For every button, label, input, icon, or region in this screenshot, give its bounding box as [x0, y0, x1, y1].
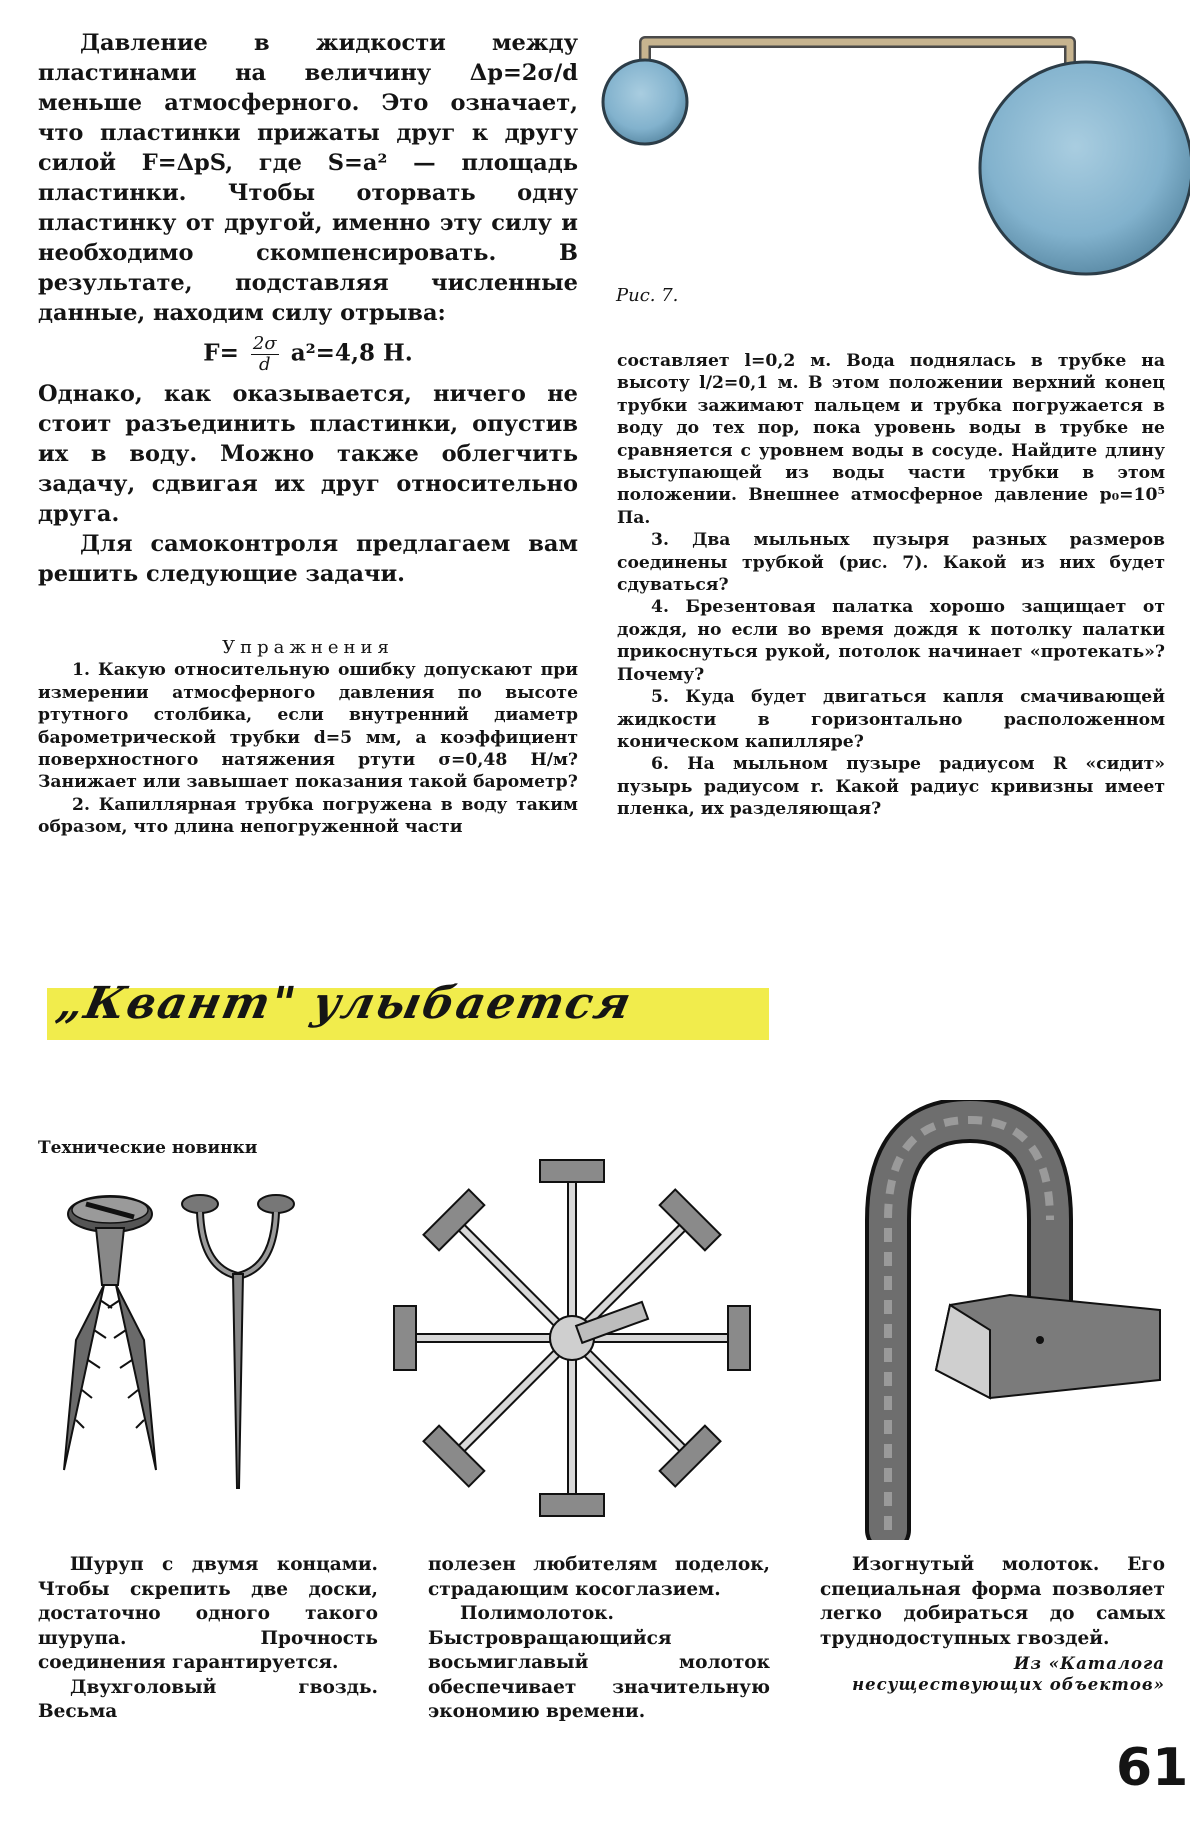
catalog-line-2: несуществующих объектов» [852, 1675, 1165, 1694]
exercises-right [617, 350, 1165, 821]
formula-left: F= [203, 339, 239, 367]
catalog-line-1: Из «Каталога [1013, 1654, 1165, 1673]
exercises-heading: Упражнения [222, 637, 394, 658]
large-bubble [980, 62, 1190, 274]
force-formula [38, 334, 578, 375]
caption-screw: Шуруп с двумя концами. Чтобы скрепить две доски, достаточно одного такого шурупа. Прочность соединения гарантируется. [38, 1554, 378, 1673]
exercise-3: 3. Два мыльных пузыря разных размеров соединены трубкой (рис. 7). Какой из них будет сдуваться? [617, 530, 1165, 596]
formula-denominator: d [259, 354, 271, 375]
intro-paragraph-2: Однако, как оказывается, ничего не стоит разъединить пластинки, опустив их в воду. Можно также облегчить задачу, сдвигая их друг относительно друга. [38, 381, 578, 527]
exercise-2-start: 2. Капиллярная трубка погружена в воду таким образом, что длина непогруженной части [38, 794, 578, 838]
formula-right: a²=4,8 Н. [290, 339, 413, 367]
intro-paragraph-1: Давление в жидкости между пластинами на величину Δp=2σ/d меньше атмосферного. Это означает, что пластинки прижаты друг к другу силой F=ΔpS, где S=a² — площадь пластинки. Чтобы оторвать одну пластинку от другой, именно эту силу и необходимо скомпенсировать. В результате, подставляя численные данные, находим силу отрыва: [38, 30, 578, 326]
intro-column [38, 28, 578, 589]
caption-column-2 [428, 1553, 770, 1725]
caption-nail-start: Двухголовый гвоздь. Весьма [38, 1676, 378, 1722]
exercise-5: 5. Куда будет двигаться капля смачивающей жидкости в горизонтально расположенном коническом капилляре? [617, 687, 1165, 752]
figure-7-caption: Рис. 7. [616, 285, 679, 306]
connecting-tube [645, 42, 1070, 90]
caption-nail-end: полезен любителям поделок, страдающим косоглазием. [428, 1554, 770, 1600]
intro-paragraph-3: Для самоконтроля предлагаем вам решить следующие задачи. [38, 531, 578, 587]
poly-hammer-drawing [372, 1150, 772, 1520]
exercise-6: 6. На мыльном пузыре радиусом R «сидит» пузырь радиусом r. Какой радиус кривизны имеет пленка, их разделяющая? [617, 754, 1165, 820]
exercises-left [38, 637, 578, 839]
caption-column-3 [820, 1553, 1165, 1695]
section-title: Технические новинки [38, 1138, 258, 1158]
exercise-2-continued: составляет l=0,2 м. Вода поднялась в трубке на высоту l/2=0,1 м. В этом положении верхний конец трубки зажимают пальцем и трубка погружается в воду до тех пор, пока уровень воды в трубке не сравняется с уровнем воды в сосуде. Найдите длину выступающей из воды части трубки в этом положении. Внешнее атмосферное давление p₀=10⁵ Па. [617, 351, 1165, 528]
catalog-attribution [820, 1653, 1165, 1695]
caption-bent-hammer: Изогнутый молоток. Его специальная форма позволяет легко добираться до самых труднодоступных гвоздей. [820, 1554, 1165, 1649]
formula-numerator: 2σ [252, 333, 277, 354]
double-screw-drawing [50, 1190, 170, 1480]
caption-poly-hammer: Полимолоток. Быстровращающийся восьмиглавый молоток обеспечивает значительную экономию времени. [428, 1603, 770, 1722]
small-bubble [603, 60, 687, 144]
page-number: 61 [1116, 1738, 1189, 1798]
kvant-smiles-banner: „Квант" улыбается [52, 978, 637, 1029]
figure-7-bubbles [600, 20, 1190, 280]
caption-column-1 [38, 1553, 378, 1725]
bent-hammer-drawing [840, 1100, 1180, 1540]
formula-fraction [251, 334, 279, 375]
exercise-4: 4. Брезентовая палатка хорошо защищает от дождя, но если во время дождя к потолку палатки прикоснуться рукой, потолок начинает «протекать»? Почему? [617, 597, 1165, 685]
two-headed-nail-drawing [178, 1188, 298, 1498]
exercise-1: 1. Какую относительную ошибку допускают при измерении атмосферного давления по высоте ртутного столбика, если внутренний диаметр барометрической трубки d=5 мм, а коэффициент поверхностного натяжения ртути σ=0,48 Н/м? Занижает или завышает показания такой барометр? [38, 660, 578, 793]
